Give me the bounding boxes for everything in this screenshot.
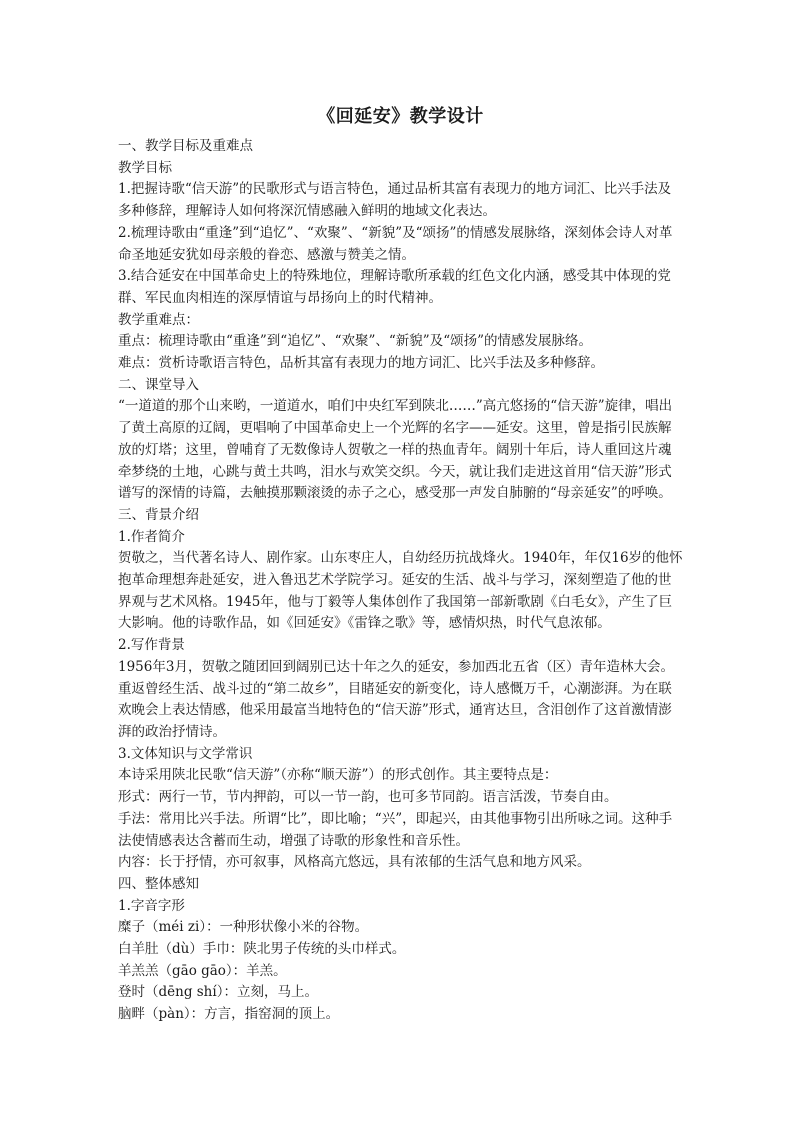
difficult-point: 难点：赏析诗歌语言特色，品析其富有表现力的地方词汇、比兴手法及多种修辞。: [118, 355, 604, 372]
document-page: [118, 0, 683, 1026]
subheading-teaching-goals: 教学目标: [118, 159, 172, 176]
goal-item-2: 2.梳理诗歌由“重逢”到“追忆”、“欢聚”、“新貌”及“颂扬”的情感发展脉络，深刻体会诗人对革命圣地延安犹如母亲般的眷恋、感激与赞美之情。: [118, 224, 673, 263]
subheading-pronunciation: 1.字音字形: [118, 897, 185, 914]
genre-form: 形式：两行一节，节内押韵，可以一节一韵，也可多节同韵。语言活泼，节奏自由。: [118, 789, 618, 806]
subheading-key-points: 教学重难点：: [118, 311, 199, 328]
goal-item-3: 3.结合延安在中国革命史上的特殊地位，理解诗歌所承载的红色文化内涵，感受其中体现的党群、军民血肉相连的深厚情谊与昂扬向上的时代精神。: [118, 268, 671, 306]
section-heading-objectives: 一、教学目标及重难点: [118, 138, 253, 154]
vocab-item: 糜子（méi zi）：一种形状像小米的谷物。: [118, 919, 369, 936]
genre-technique: 手法：常用比兴手法。所谓“比”，即比喻；“兴”，即起兴，由其他事物引出所咏之词。这种手法使情感表达含蓄而生动，增强了诗歌的形象性和音乐性。: [118, 810, 673, 849]
writing-background-paragraph: 1956年3月，贺敬之随团回到阔别已达十年之久的延安，参加西北五省（区）青年造林大会。重返曾经生活、战斗过的“第二故乡”，目睹延安的新变化，诗人感慨万千，心潮澎湃。为在联欢晚会上表达情感，他采用最富当地特色的“信天游”形式，通宵达旦，含泪创作了这首激情澎湃的政治抒情诗。: [118, 658, 674, 740]
genre-content: 内容：长于抒情，亦可叙事，风格高亢悠远，具有浓郁的生活气息和地方风采。: [118, 854, 591, 871]
document-body: [118, 136, 683, 1026]
author-paragraph: 贺敬之，当代著名诗人、剧作家。山东枣庄人，自幼经历抗战烽火。1940年，年仅16岁的他怀抱革命理想奔赴延安，进入鲁迅艺术学院学习。延安的生活、战斗与学习，深刻塑造了他的世界观与艺术风格。1945年，他与丁毅等人集体创作了我国第一部新歌剧《白毛女》，产生了巨大影响。他的诗歌作品，如《回延安》《雷锋之歌》等，感情炽热，时代气息浓郁。: [118, 550, 683, 632]
section-heading-background: 三、背景介绍: [118, 506, 199, 523]
section-heading-introduction: 二、课堂导入: [118, 376, 199, 393]
key-point: 重点：梳理诗歌由“重逢”到“追忆”、“欢聚”、“新貌”及“颂扬”的情感发展脉络。: [118, 333, 593, 350]
vocab-item: 羊羔羔（gāo gāo）：羊羔。: [118, 962, 287, 979]
vocab-item: 白羊肚（dù）手巾：陕北男子传统的头巾样式。: [118, 941, 406, 958]
genre-intro: 本诗采用陕北民歌“信天游”（亦称“顺天游”）的形式创作。其主要特点是：: [118, 767, 558, 784]
document-title: 《回延安》教学设计: [317, 106, 484, 127]
goal-item-1: 1.把握诗歌“信天游”的民歌形式与语言特色，通过品析其富有表现力的地方词汇、比兴手法及多种修辞，理解诗人如何将深沉情感融入鲜明的地域文化表达。: [118, 181, 672, 220]
vocab-item: 脑畔（pàn）：方言，指窑洞的顶上。: [118, 1006, 340, 1023]
subheading-genre: 3.文体知识与文学常识: [118, 745, 253, 762]
section-heading-overview: 四、整体感知: [118, 875, 199, 892]
subheading-writing-background: 2.写作背景: [118, 637, 185, 654]
introduction-paragraph: “一道道的那个山来哟，一道道水，咱们中央红军到陕北……”高亢悠扬的“信天游”旋律，唱出了黄土高原的辽阔，更唱响了中国革命史上一个光辉的名字——延安。这里，曾是指引民族解放的灯塔；这里，曾哺育了无数像诗人贺敬之一样的热血青年。阔别十年后，诗人重回这片魂牵梦绕的土地，心跳与黄土共鸣，泪水与欢笑交织。今天，就让我们走进这首用“信天游”形式谱写的深情的诗篇，去触摸那颗滚烫的赤子之心，感受那一声发自肺腑的“母亲延安”的呼唤。: [118, 398, 673, 502]
vocab-item: 登时（dēng shí）：立刻，马上。: [118, 984, 318, 1001]
subheading-author: 1.作者简介: [118, 528, 185, 545]
